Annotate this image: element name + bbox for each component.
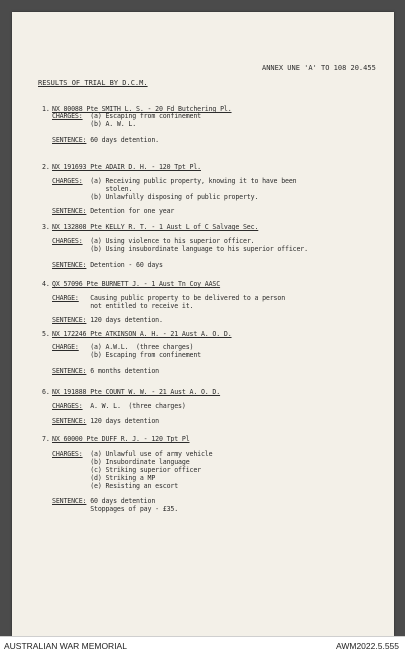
entry-number: 5. (42, 330, 50, 338)
entry-title: NX 191888 Pte COUNT W. W. - 21 Aust A. O. D. (52, 388, 221, 396)
entry-number: 6. (42, 388, 50, 396)
entry-number: 3. (42, 223, 50, 231)
document-heading: RESULTS OF TRIAL BY D.C.M. (38, 79, 148, 87)
footer-institution: AUSTRALIAN WAR MEMORIAL (4, 641, 127, 651)
entry-line: (e) Resisting an escort (52, 482, 179, 490)
annex-reference: ANNEX UNE 'A' TO 108 20.455 (262, 64, 376, 72)
entry-line: (d) Striking a MP (52, 474, 156, 482)
entry-line: (c) Striking superior officer (52, 466, 201, 474)
entry-line: SENTENCE: 120 days detention. (52, 316, 163, 324)
entry-line: CHARGES: A. W. L. (three charges) (52, 402, 186, 410)
entry-line: stolen. (52, 185, 133, 193)
entry-line: (b) Using insubordinate language to his superior officer. (52, 245, 308, 253)
entry-line: SENTENCE: Detention for one year (52, 207, 175, 215)
entry-title: QX 57096 Pte BURNETT J. - 1 Aust Tn Coy AASC (52, 280, 221, 288)
entry-number: 1. (42, 105, 50, 113)
entry-title: NX 60000 Pte DUFF R. J. - 120 Tpt Pl (52, 435, 190, 443)
entry-line: CHARGES: (a) Escaping from confinement (52, 112, 201, 120)
entry-number: 7. (42, 435, 50, 443)
entry-line: (b) Unlawfully disposing of public property. (52, 193, 259, 201)
entry-title: NX 132808 Pte KELLY R. T. - 1 Aust L of C Salvage Sec. (52, 223, 259, 231)
entry-line: SENTENCE: 60 days detention. (52, 136, 159, 144)
entry-line: (b) A. W. L. (52, 120, 137, 128)
entry-line: (b) Escaping from confinement (52, 351, 201, 359)
entry-title: NX 191693 Pte ADAIR D. H. - 120 Tpt Pl. (52, 163, 201, 171)
entry-line: SENTENCE: 60 days detention (52, 497, 156, 505)
entry-line: SENTENCE: 120 days detention (52, 417, 159, 425)
entry-title: NX 172246 Pte ATKINSON A. H. - 21 Aust A. O. D. (52, 330, 232, 338)
entry-title: NX 80088 Pte SMITH L. S. - 20 Fd Butchering Pl. (52, 105, 232, 113)
document-page (12, 12, 394, 636)
entry-line: Stoppages of pay - £35. (52, 505, 179, 513)
footer-accession-number: AWM2022.5.555 (336, 641, 399, 651)
entry-line: CHARGE: Causing public property to be delivered to a person (52, 294, 286, 302)
entry-line: SENTENCE: Detention - 60 days (52, 261, 163, 269)
footer-bar (0, 636, 405, 654)
entry-number: 2. (42, 163, 50, 171)
entry-number: 4. (42, 280, 50, 288)
entry-line: CHARGES: (a) Receiving public property, knowing it to have been (52, 177, 297, 185)
entry-line: CHARGES: (a) Unlawful use of army vehicle (52, 450, 213, 458)
entry-line: (b) Insubordinate language (52, 458, 190, 466)
entry-line: CHARGE: (a) A.W.L. (three charges) (52, 343, 194, 351)
entry-line: SENTENCE: 6 months detention (52, 367, 159, 375)
entry-line: CHARGES: (a) Using violence to his superior officer. (52, 237, 255, 245)
entry-line: not entitled to receive it. (52, 302, 194, 310)
